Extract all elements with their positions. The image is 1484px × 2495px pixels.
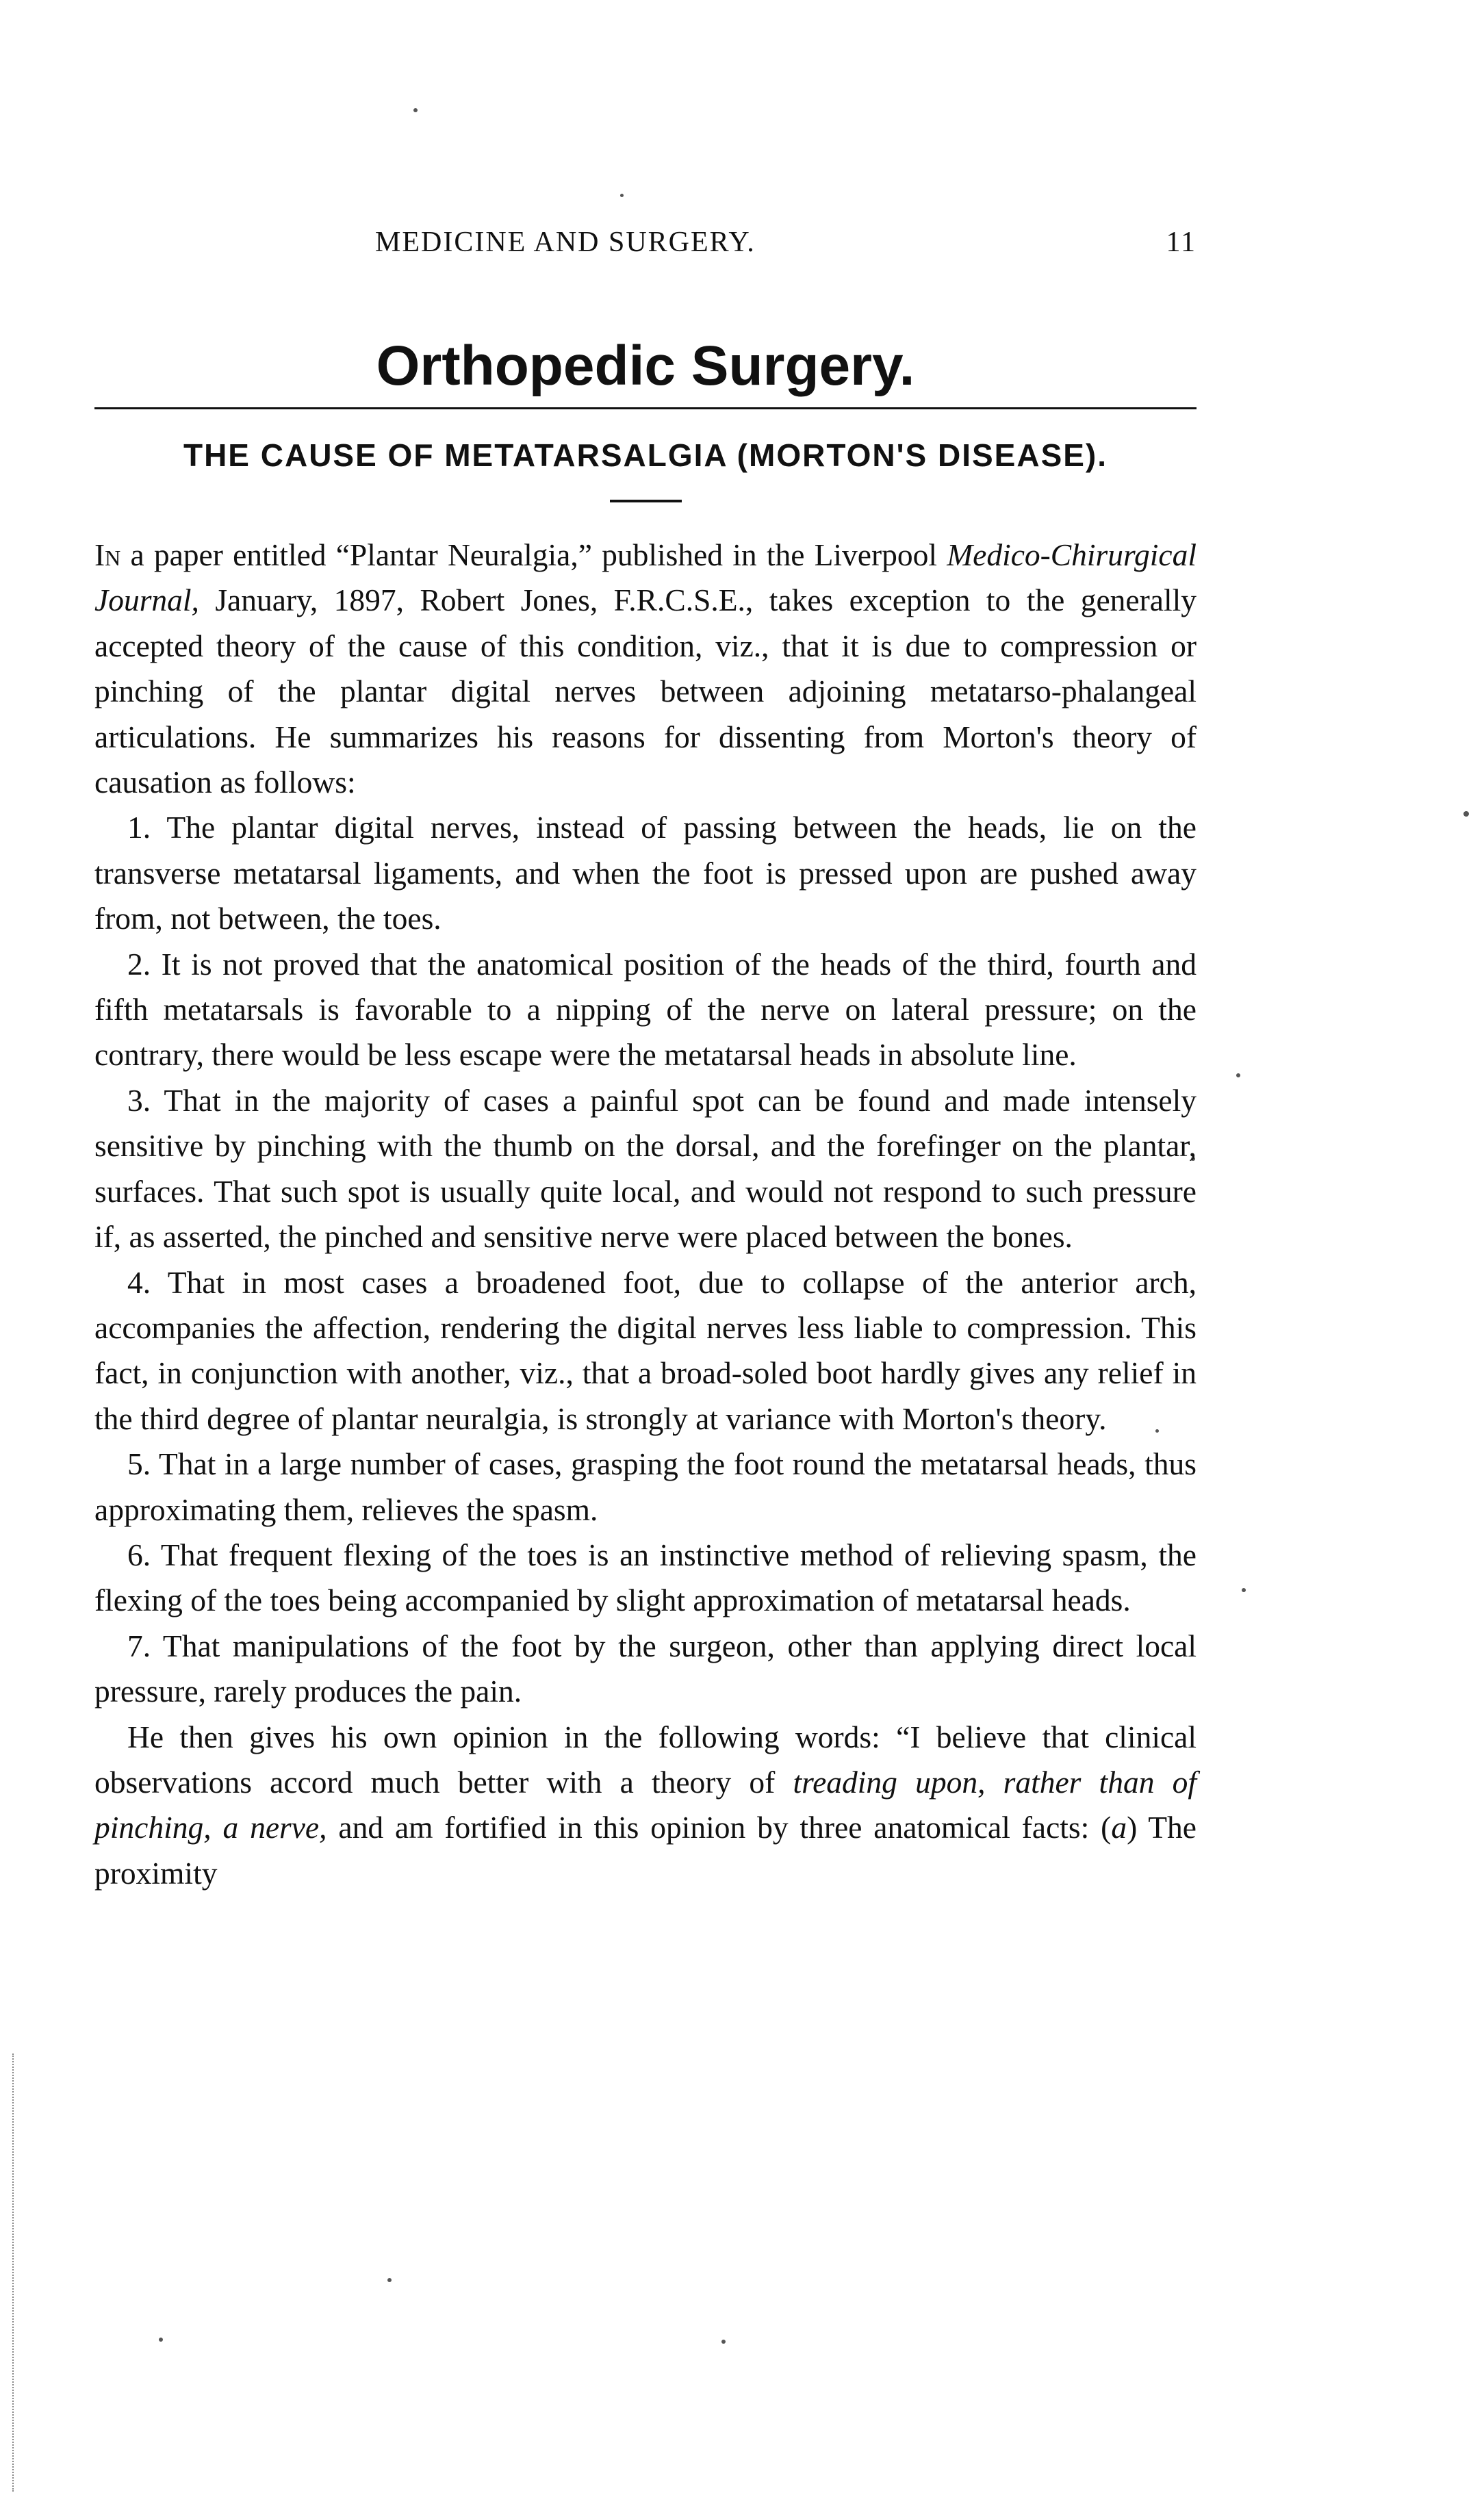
- text-run: 4. That in most cases a broadened foot, due to collapse of the anterior arch, accompanies the affection, rendering the digital nerves less liable to compression. This fact, in conjunction with another, viz., that a broad-soled boot hardly gives any relief in the third degree of plantar neuralgia, is strongly at variance with Morton's theory.: [94, 1264, 1197, 1436]
- text-run: January, 1897, Robert Jones, F.R.C.S.E., takes exception to the generally accepted theory of the cause of this condition, viz., that it is due to compression or pinching of the plantar digital nerves between adjoining metatarso-phalangeal articulations. He summarizes his reasons for dissenting from Morton's theory of causation as follows:: [94, 583, 1197, 800]
- margin-marks: [12, 2053, 19, 2492]
- article-title: THE CAUSE OF METATARSALGIA (MORTON'S DISEASE).: [183, 437, 1108, 473]
- text-run: 6. That frequent flexing of the toes is an instinctive method of relieving spasm, the flexing of the toes being accompanied by slight approximation of metatarsal heads.: [94, 1537, 1197, 1618]
- article-body: [94, 533, 1197, 1896]
- running-title: MEDICINE AND SURGERY.: [375, 227, 756, 258]
- text-run: 3. That in the majority of cases a painful spot can be found and made intensely sensitive by pinching with the thumb on the dorsal, and the forefinger on the plantar, surfaces. That such spot is usually quite local, and would not respond to such pressure if, as asserted, the pinched and sensitive nerve were placed between the bones.: [94, 1082, 1197, 1255]
- running-head: [94, 226, 1197, 267]
- text-run: treading upon, rather than of pinching, a nerve,: [94, 1764, 1197, 1845]
- text-run: 1. The plantar digital nerves, instead of passing between the heads, lie on the transverse metatarsal ligaments, and when the foot is pressed upon are pushed away from, not between, the toes.: [94, 810, 1197, 936]
- page-number: 11: [1166, 227, 1197, 258]
- paragraph: [94, 805, 1197, 941]
- paragraph: [94, 1715, 1197, 1897]
- text-run: 2. It is not proved that the anatomical position of the heads of the third, fourth and fifth metatarsals is favorable to a nipping of the nerve on lateral pressure; on the contrary, there would be less escape were the metatarsal heads in absolute line.: [94, 946, 1197, 1073]
- text-run: Medico-Chirurgical Journal,: [94, 537, 1197, 618]
- text-run: ) The proximity: [94, 1810, 1197, 1891]
- text-run: 5. That in a large number of cases, grasping the foot round the metatarsal heads, thus approximating them, relieves the spasm.: [94, 1446, 1197, 1527]
- text-run: and am fortified in this opinion by three anatomical facts: (: [327, 1810, 1112, 1845]
- paragraph: [94, 1260, 1197, 1442]
- paragraph: [94, 1624, 1197, 1715]
- paragraph: [94, 1078, 1197, 1260]
- paragraph: [94, 1442, 1197, 1533]
- text-run: a paper entitled “Plantar Neuralgia,” published in the Liverpool: [120, 537, 947, 572]
- paragraph: [94, 1533, 1197, 1624]
- document-page: [94, 226, 1197, 1896]
- text-run: He then gives his own opinion in the following words: “I believe that clinical observations accord much better with a theory of: [94, 1719, 1197, 1800]
- text-run: a: [1111, 1810, 1127, 1845]
- section-title: Orthopedic Surgery.: [94, 332, 1197, 409]
- text-run: In: [94, 537, 121, 572]
- paragraph: [94, 942, 1197, 1078]
- paragraph: [94, 533, 1197, 805]
- text-run: 7. That manipulations of the foot by the surgeon, other than applying direct local pressure, rarely produces the pain.: [94, 1628, 1197, 1709]
- title-rule: [610, 500, 682, 502]
